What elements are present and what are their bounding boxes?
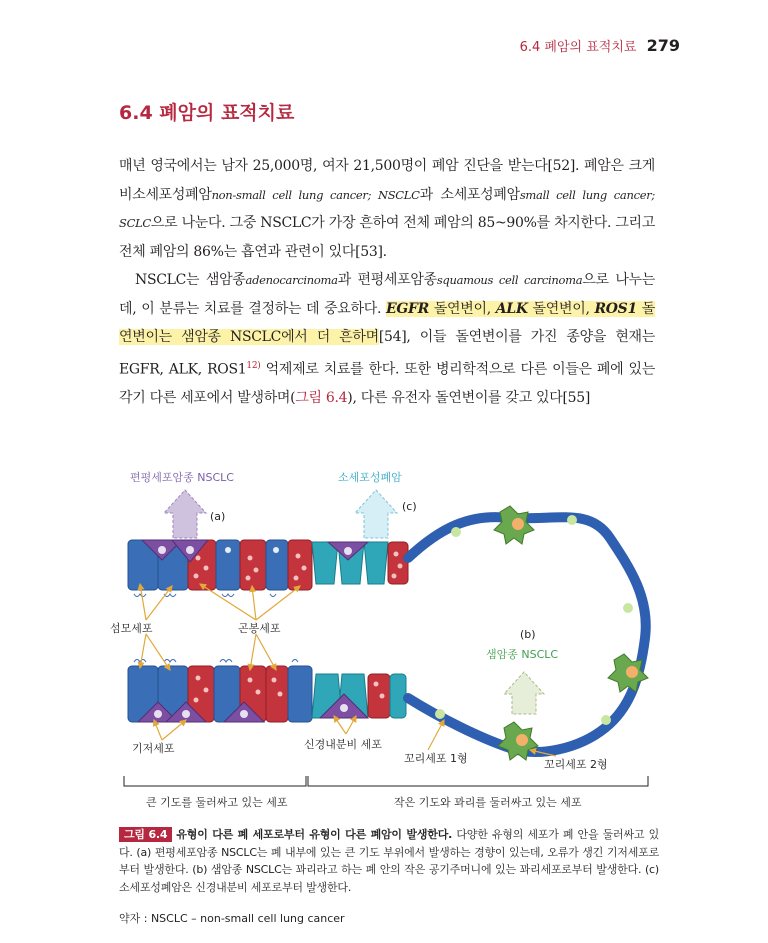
lung-cell-figure xyxy=(110,458,670,818)
arrow-squamous xyxy=(164,490,206,538)
figure-caption xyxy=(119,826,659,896)
section-title: 6.4 폐암의 표적치료 xyxy=(119,102,295,124)
marker-a: (a) xyxy=(210,510,226,523)
label-goblet: 곤봉세포 xyxy=(238,622,281,635)
running-head-section: 6.4 폐암의 표적치료 xyxy=(519,40,637,55)
figure-reference[interactable]: 그림 6.4 xyxy=(295,389,348,406)
label-region-small: 작은 기도와 꽈리를 둘러싸고 있는 세포 xyxy=(394,796,582,809)
label-club2: 꼬리세포 2형 xyxy=(544,758,608,771)
label-basal: 기저세포 xyxy=(132,742,175,755)
label-small-cell: 소세포성폐암 xyxy=(338,471,402,484)
page-number: 279 xyxy=(646,36,680,55)
region-brackets xyxy=(124,776,648,786)
arrow-small-cell xyxy=(355,490,397,538)
label-adeno: 샘암종 NSCLC xyxy=(486,648,559,661)
label-club1: 꼬리세포 1형 xyxy=(404,752,468,765)
caption-bold: 유형이 다른 폐 세포로부터 유형이 다른 폐암이 발생한다. xyxy=(176,828,453,841)
running-head xyxy=(520,36,680,55)
marker-c: (c) xyxy=(402,500,417,513)
label-neuroendocrine: 신경내분비 세포 xyxy=(304,738,382,751)
arrow-adeno xyxy=(504,672,544,714)
caption-tag: 그림 6.4 xyxy=(119,827,172,842)
paragraph-2: NSCLC는 샘암종adenocarcinoma과 편평세포암종squamous cell carcinoma으로 나누는데, 이 분류는 치료를 결정하는 데 중요하다. EGFR 돌연변이, ALK 돌연변이, ROS1 돌연변이는 샘암종 NSCLC에서 더 흔하며[54], 이들 돌연변이를 가진 종양을 현재는 EGFR, ALK, ROS1$^{12)}$ 억제제로 치료를 한다. 또한 병리학적으로 다른 이들은 폐에 있는 각기 다른 세포에서 발생하며(그림 6.4), 다른 유전자 돌연변이를 갖고 있다[55] xyxy=(119,272,655,406)
label-squamous: 편평세포암종 NSCLC xyxy=(130,471,234,484)
paragraph-1: 매년 영국에서는 남자 25,000명, 여자 21,500명이 폐암 진단을 받는다[52]. 폐암은 크게 비소세포성폐암non-small cell lung cancer; NSCLC과 소세포성폐암small cell lung cancer; SCLC으로 나눈다. 그중 NSCLC가 가장 흔하여 전체 폐암의 85~90%를 차지한다. 그리고 전체 폐암의 86%는 흡연과 관련이 있다[53]. xyxy=(119,158,655,260)
marker-b: (b) xyxy=(520,628,536,641)
abbreviation-note: 약자 : NSCLC – non-small cell lung cancer xyxy=(119,912,345,925)
label-region-large: 큰 기도를 둘러싸고 있는 세포 xyxy=(146,796,288,809)
caption-text: 다양한 유형의 세포가 폐 안을 둘러싸고 있다. (a) 편평세포암종 NSCLC는 폐 내부에 있는 큰 기도 부위에서 발생하는 경향이 있는데, 오류가 생긴 기저세포로부터 발생한다. (b) 샘암종 NSCLC는 꽈리라고 하는 폐 안의 작은 공기주머니에 있는 꽈리세포로부터 발생한다. (c) 소세포성폐암은 신경내분비 세포로부터 발생한다. xyxy=(119,828,659,894)
highlighted-mutations: EGFR 돌연변이, ALK 돌연변이, ROS1 돌연변이는 샘암종 NSCLC에서 더 흔하며 xyxy=(119,300,655,345)
label-ciliated: 섬모세포 xyxy=(110,622,153,635)
body-text xyxy=(119,152,655,412)
